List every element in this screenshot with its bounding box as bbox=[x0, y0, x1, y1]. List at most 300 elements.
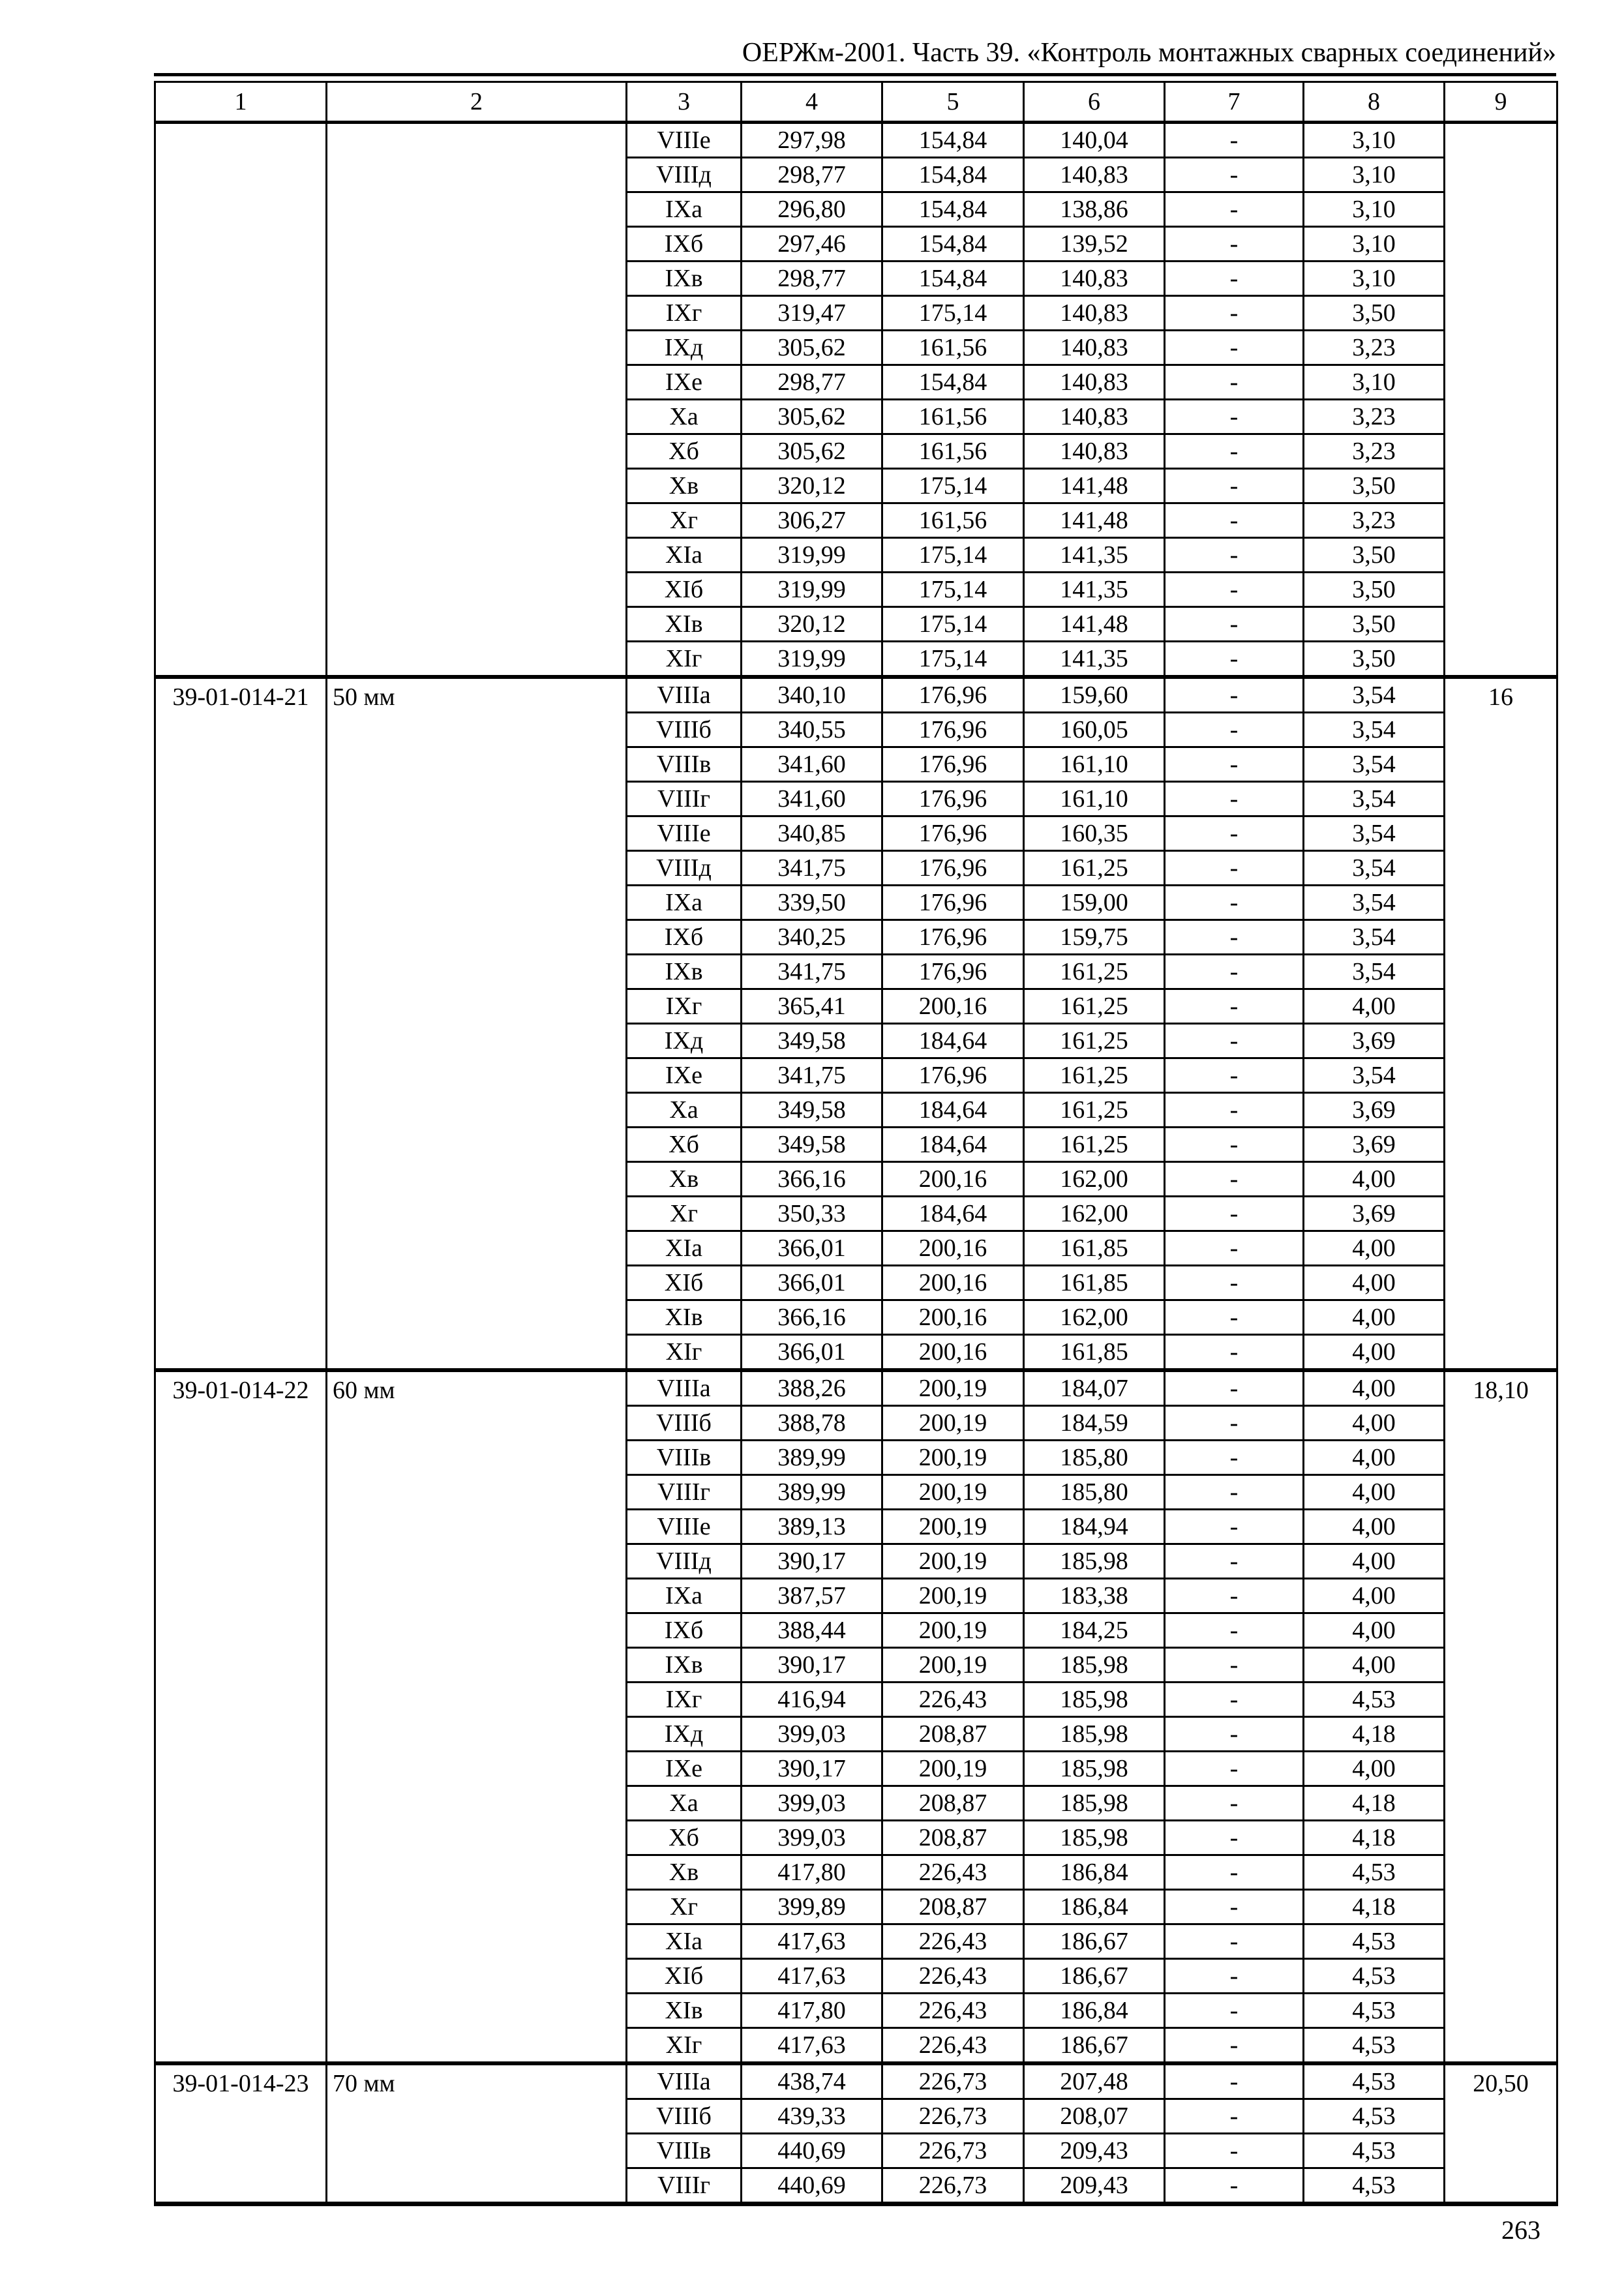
value-cell: 3,50 bbox=[1304, 573, 1445, 607]
value-cell: 175,14 bbox=[882, 642, 1024, 678]
value-cell: 349,58 bbox=[742, 1093, 882, 1128]
value-cell: 175,14 bbox=[882, 469, 1024, 503]
value-cell: 296,80 bbox=[742, 192, 882, 227]
value-cell: 141,35 bbox=[1024, 573, 1165, 607]
value-cell: 175,14 bbox=[882, 538, 1024, 573]
value-cell: 319,99 bbox=[742, 538, 882, 573]
value-cell: 3,54 bbox=[1304, 677, 1445, 713]
row-label-cell: VIIIа bbox=[627, 2063, 742, 2099]
value-cell: 3,54 bbox=[1304, 1058, 1445, 1093]
section-code-cell: 39-01-014-21 bbox=[155, 677, 327, 1370]
value-cell: 389,13 bbox=[742, 1510, 882, 1544]
row-label-cell: IXб bbox=[627, 1613, 742, 1648]
row-label-cell: XIв bbox=[627, 1300, 742, 1335]
value-cell: 162,00 bbox=[1024, 1162, 1165, 1197]
value-cell: 185,98 bbox=[1024, 1821, 1165, 1855]
column-number-row bbox=[155, 82, 1557, 123]
value-cell: 3,54 bbox=[1304, 747, 1445, 782]
value-cell: 3,23 bbox=[1304, 434, 1445, 469]
table-row bbox=[155, 677, 1557, 713]
value-cell: 159,00 bbox=[1024, 886, 1165, 920]
value-cell: 162,00 bbox=[1024, 1300, 1165, 1335]
value-cell: 319,99 bbox=[742, 573, 882, 607]
value-cell: 226,73 bbox=[882, 2134, 1024, 2168]
value-cell: 185,80 bbox=[1024, 1441, 1165, 1475]
value-cell: 161,56 bbox=[882, 434, 1024, 469]
value-cell: 184,64 bbox=[882, 1128, 1024, 1162]
value-cell: 141,48 bbox=[1024, 503, 1165, 538]
value-cell: 4,53 bbox=[1304, 2134, 1445, 2168]
value-cell: - bbox=[1165, 1406, 1304, 1441]
value-cell: 341,60 bbox=[742, 782, 882, 816]
section-size-cell bbox=[327, 123, 627, 678]
value-cell: 184,94 bbox=[1024, 1510, 1165, 1544]
value-cell: 185,98 bbox=[1024, 1683, 1165, 1717]
row-label-cell: IXг bbox=[627, 1683, 742, 1717]
value-cell: 185,98 bbox=[1024, 1544, 1165, 1579]
value-cell: - bbox=[1165, 1821, 1304, 1855]
header-rule bbox=[154, 73, 1556, 76]
value-cell: 417,80 bbox=[742, 1994, 882, 2028]
row-label-cell: VIIIг bbox=[627, 1475, 742, 1510]
value-cell: 176,96 bbox=[882, 920, 1024, 955]
value-cell: 416,94 bbox=[742, 1683, 882, 1717]
value-cell: 3,50 bbox=[1304, 296, 1445, 331]
value-cell: 186,84 bbox=[1024, 1890, 1165, 1924]
value-cell: 305,62 bbox=[742, 400, 882, 434]
value-cell: 3,10 bbox=[1304, 227, 1445, 262]
value-cell: 162,00 bbox=[1024, 1197, 1165, 1231]
value-cell: - bbox=[1165, 1300, 1304, 1335]
value-cell: 306,27 bbox=[742, 503, 882, 538]
value-cell: 417,63 bbox=[742, 2028, 882, 2064]
value-cell: 140,83 bbox=[1024, 400, 1165, 434]
value-cell: 440,69 bbox=[742, 2168, 882, 2204]
table-row bbox=[155, 1370, 1557, 1406]
row-label-cell: XIг bbox=[627, 642, 742, 678]
value-cell: 3,10 bbox=[1304, 123, 1445, 158]
value-cell: 161,56 bbox=[882, 331, 1024, 365]
value-cell: 176,96 bbox=[882, 747, 1024, 782]
section-quantity-cell: 18,10 bbox=[1445, 1370, 1557, 2063]
value-cell: 176,96 bbox=[882, 677, 1024, 713]
value-cell: 389,99 bbox=[742, 1475, 882, 1510]
value-cell: - bbox=[1165, 1231, 1304, 1266]
row-label-cell: XIг bbox=[627, 1335, 742, 1371]
value-cell: - bbox=[1165, 1855, 1304, 1890]
value-cell: 4,00 bbox=[1304, 1162, 1445, 1197]
value-cell: 200,19 bbox=[882, 1613, 1024, 1648]
value-cell: 140,83 bbox=[1024, 365, 1165, 400]
value-cell: 417,63 bbox=[742, 1959, 882, 1994]
column-header: 5 bbox=[882, 82, 1024, 123]
value-cell: 226,73 bbox=[882, 2099, 1024, 2134]
value-cell: 226,73 bbox=[882, 2063, 1024, 2099]
value-cell: 200,19 bbox=[882, 1544, 1024, 1579]
value-cell: - bbox=[1165, 955, 1304, 989]
row-label-cell: VIIIе bbox=[627, 123, 742, 158]
value-cell: 154,84 bbox=[882, 123, 1024, 158]
value-cell: - bbox=[1165, 1266, 1304, 1300]
section-code-cell: 39-01-014-22 bbox=[155, 1370, 327, 2063]
value-cell: 4,00 bbox=[1304, 1231, 1445, 1266]
value-cell: 3,69 bbox=[1304, 1024, 1445, 1058]
value-cell: 159,60 bbox=[1024, 677, 1165, 713]
value-cell: 366,16 bbox=[742, 1162, 882, 1197]
row-label-cell: IXб bbox=[627, 227, 742, 262]
value-cell: 4,53 bbox=[1304, 2168, 1445, 2204]
value-cell: 3,23 bbox=[1304, 331, 1445, 365]
value-cell: 3,54 bbox=[1304, 851, 1445, 886]
value-cell: 140,83 bbox=[1024, 434, 1165, 469]
row-label-cell: IXб bbox=[627, 920, 742, 955]
row-label-cell: VIIIг bbox=[627, 782, 742, 816]
value-cell: - bbox=[1165, 677, 1304, 713]
value-cell: 3,54 bbox=[1304, 713, 1445, 747]
value-cell: - bbox=[1165, 2134, 1304, 2168]
value-cell: 440,69 bbox=[742, 2134, 882, 2168]
value-cell: - bbox=[1165, 920, 1304, 955]
value-cell: 184,25 bbox=[1024, 1613, 1165, 1648]
value-cell: - bbox=[1165, 331, 1304, 365]
value-cell: 388,44 bbox=[742, 1613, 882, 1648]
value-cell: 140,83 bbox=[1024, 262, 1165, 296]
value-cell: 208,07 bbox=[1024, 2099, 1165, 2134]
value-cell: - bbox=[1165, 573, 1304, 607]
value-cell: - bbox=[1165, 1058, 1304, 1093]
value-cell: 366,01 bbox=[742, 1231, 882, 1266]
value-cell: - bbox=[1165, 642, 1304, 678]
value-cell: 340,25 bbox=[742, 920, 882, 955]
value-cell: 3,10 bbox=[1304, 192, 1445, 227]
value-cell: - bbox=[1165, 1370, 1304, 1406]
value-cell: 185,98 bbox=[1024, 1786, 1165, 1821]
value-cell: 184,64 bbox=[882, 1093, 1024, 1128]
value-cell: 399,03 bbox=[742, 1821, 882, 1855]
value-cell: 184,64 bbox=[882, 1197, 1024, 1231]
value-cell: - bbox=[1165, 1475, 1304, 1510]
column-header: 8 bbox=[1304, 82, 1445, 123]
row-label-cell: VIIIб bbox=[627, 1406, 742, 1441]
value-cell: - bbox=[1165, 1890, 1304, 1924]
value-cell: 138,86 bbox=[1024, 192, 1165, 227]
value-cell: 341,75 bbox=[742, 851, 882, 886]
table-body bbox=[155, 123, 1557, 2204]
value-cell: - bbox=[1165, 1128, 1304, 1162]
row-label-cell: Xг bbox=[627, 1890, 742, 1924]
value-cell: 3,54 bbox=[1304, 955, 1445, 989]
value-cell: - bbox=[1165, 1197, 1304, 1231]
row-label-cell: VIIIв bbox=[627, 2134, 742, 2168]
value-cell: 200,19 bbox=[882, 1579, 1024, 1613]
row-label-cell: IXв bbox=[627, 1648, 742, 1683]
value-cell: 3,10 bbox=[1304, 365, 1445, 400]
value-cell: 200,19 bbox=[882, 1648, 1024, 1683]
value-cell: 399,89 bbox=[742, 1890, 882, 1924]
row-label-cell: Xб bbox=[627, 1821, 742, 1855]
value-cell: 226,43 bbox=[882, 1855, 1024, 1890]
value-cell: 200,19 bbox=[882, 1406, 1024, 1441]
value-cell: 319,47 bbox=[742, 296, 882, 331]
value-cell: 297,46 bbox=[742, 227, 882, 262]
value-cell: 185,98 bbox=[1024, 1717, 1165, 1752]
table-header bbox=[155, 82, 1557, 123]
value-cell: 4,00 bbox=[1304, 1648, 1445, 1683]
value-cell: - bbox=[1165, 851, 1304, 886]
value-cell: 200,16 bbox=[882, 1231, 1024, 1266]
row-label-cell: IXг bbox=[627, 296, 742, 331]
column-header: 9 bbox=[1445, 82, 1557, 123]
row-label-cell: XIб bbox=[627, 1266, 742, 1300]
value-cell: 207,48 bbox=[1024, 2063, 1165, 2099]
value-cell: 4,00 bbox=[1304, 1300, 1445, 1335]
value-cell: 341,75 bbox=[742, 1058, 882, 1093]
value-cell: 390,17 bbox=[742, 1544, 882, 1579]
value-cell: 340,85 bbox=[742, 816, 882, 851]
value-cell: - bbox=[1165, 2168, 1304, 2204]
row-label-cell: VIIIб bbox=[627, 713, 742, 747]
column-header: 3 bbox=[627, 82, 742, 123]
section-quantity-cell bbox=[1445, 123, 1557, 678]
value-cell: 208,87 bbox=[882, 1717, 1024, 1752]
section-size-cell: 50 мм bbox=[327, 677, 627, 1370]
row-label-cell: XIа bbox=[627, 538, 742, 573]
value-cell: 175,14 bbox=[882, 607, 1024, 642]
value-cell: 208,87 bbox=[882, 1890, 1024, 1924]
value-cell: 176,96 bbox=[882, 955, 1024, 989]
value-cell: - bbox=[1165, 262, 1304, 296]
value-cell: 226,43 bbox=[882, 1924, 1024, 1959]
value-cell: 140,04 bbox=[1024, 123, 1165, 158]
value-cell: 319,99 bbox=[742, 642, 882, 678]
value-cell: 176,96 bbox=[882, 886, 1024, 920]
row-label-cell: Xа bbox=[627, 1093, 742, 1128]
value-cell: 161,56 bbox=[882, 400, 1024, 434]
value-cell: 226,73 bbox=[882, 2168, 1024, 2204]
row-label-cell: VIIIд bbox=[627, 1544, 742, 1579]
value-cell: - bbox=[1165, 1544, 1304, 1579]
value-cell: 3,69 bbox=[1304, 1093, 1445, 1128]
value-cell: 161,85 bbox=[1024, 1231, 1165, 1266]
value-cell: 298,77 bbox=[742, 158, 882, 192]
value-cell: - bbox=[1165, 1924, 1304, 1959]
value-cell: 154,84 bbox=[882, 227, 1024, 262]
value-cell: 186,84 bbox=[1024, 1994, 1165, 2028]
value-cell: 184,59 bbox=[1024, 1406, 1165, 1441]
value-cell: 141,35 bbox=[1024, 538, 1165, 573]
value-cell: - bbox=[1165, 2028, 1304, 2064]
value-cell: 366,01 bbox=[742, 1266, 882, 1300]
value-cell: 3,50 bbox=[1304, 538, 1445, 573]
value-cell: - bbox=[1165, 713, 1304, 747]
row-label-cell: VIIIа bbox=[627, 677, 742, 713]
value-cell: 3,50 bbox=[1304, 469, 1445, 503]
column-header: 7 bbox=[1165, 82, 1304, 123]
value-cell: 186,67 bbox=[1024, 1924, 1165, 1959]
value-cell: - bbox=[1165, 1093, 1304, 1128]
value-cell: - bbox=[1165, 1648, 1304, 1683]
value-cell: - bbox=[1165, 2099, 1304, 2134]
value-cell: 154,84 bbox=[882, 192, 1024, 227]
value-cell: 3,69 bbox=[1304, 1197, 1445, 1231]
value-cell: 4,00 bbox=[1304, 1579, 1445, 1613]
value-cell: - bbox=[1165, 1959, 1304, 1994]
row-label-cell: Xг bbox=[627, 1197, 742, 1231]
value-cell: 3,10 bbox=[1304, 158, 1445, 192]
value-cell: 4,53 bbox=[1304, 2028, 1445, 2064]
value-cell: 350,33 bbox=[742, 1197, 882, 1231]
value-cell: 4,00 bbox=[1304, 1752, 1445, 1786]
value-cell: - bbox=[1165, 816, 1304, 851]
value-cell: 305,62 bbox=[742, 331, 882, 365]
row-label-cell: XIб bbox=[627, 573, 742, 607]
value-cell: - bbox=[1165, 1613, 1304, 1648]
value-cell: 140,83 bbox=[1024, 296, 1165, 331]
value-cell: 4,00 bbox=[1304, 1510, 1445, 1544]
value-cell: 160,05 bbox=[1024, 713, 1165, 747]
row-label-cell: IXа bbox=[627, 192, 742, 227]
table-row bbox=[155, 2063, 1557, 2099]
value-cell: - bbox=[1165, 886, 1304, 920]
row-label-cell: XIб bbox=[627, 1959, 742, 1994]
value-cell: 161,10 bbox=[1024, 747, 1165, 782]
value-cell: 140,83 bbox=[1024, 331, 1165, 365]
row-label-cell: VIIIе bbox=[627, 1510, 742, 1544]
value-cell: 186,67 bbox=[1024, 1959, 1165, 1994]
value-cell: 175,14 bbox=[882, 573, 1024, 607]
value-cell: 185,80 bbox=[1024, 1475, 1165, 1510]
section-quantity-cell: 16 bbox=[1445, 677, 1557, 1370]
value-cell: 390,17 bbox=[742, 1752, 882, 1786]
value-cell: 226,43 bbox=[882, 1683, 1024, 1717]
value-cell: - bbox=[1165, 1579, 1304, 1613]
value-cell: 208,87 bbox=[882, 1821, 1024, 1855]
value-cell: 200,16 bbox=[882, 1300, 1024, 1335]
value-cell: 185,98 bbox=[1024, 1648, 1165, 1683]
row-label-cell: VIIIд bbox=[627, 158, 742, 192]
value-cell: 200,19 bbox=[882, 1370, 1024, 1406]
row-label-cell: XIг bbox=[627, 2028, 742, 2064]
value-cell: 161,56 bbox=[882, 503, 1024, 538]
value-cell: - bbox=[1165, 1717, 1304, 1752]
row-label-cell: IXе bbox=[627, 1058, 742, 1093]
row-label-cell: IXв bbox=[627, 262, 742, 296]
value-cell: 4,00 bbox=[1304, 1544, 1445, 1579]
value-cell: 141,35 bbox=[1024, 642, 1165, 678]
value-cell: 366,16 bbox=[742, 1300, 882, 1335]
row-label-cell: Xа bbox=[627, 400, 742, 434]
value-cell: 161,25 bbox=[1024, 851, 1165, 886]
value-cell: 183,38 bbox=[1024, 1579, 1165, 1613]
value-cell: 186,84 bbox=[1024, 1855, 1165, 1890]
value-cell: 341,75 bbox=[742, 955, 882, 989]
value-cell: 417,80 bbox=[742, 1855, 882, 1890]
value-cell: 4,18 bbox=[1304, 1717, 1445, 1752]
value-cell: 185,98 bbox=[1024, 1752, 1165, 1786]
row-label-cell: IXа bbox=[627, 886, 742, 920]
value-cell: 176,96 bbox=[882, 782, 1024, 816]
row-label-cell: IXд bbox=[627, 331, 742, 365]
row-label-cell: VIIIе bbox=[627, 816, 742, 851]
value-cell: 161,85 bbox=[1024, 1335, 1165, 1371]
value-cell: 417,63 bbox=[742, 1924, 882, 1959]
value-cell: 184,07 bbox=[1024, 1370, 1165, 1406]
value-cell: 3,54 bbox=[1304, 920, 1445, 955]
value-cell: 200,19 bbox=[882, 1752, 1024, 1786]
value-cell: - bbox=[1165, 1441, 1304, 1475]
value-cell: 154,84 bbox=[882, 365, 1024, 400]
value-cell: 3,54 bbox=[1304, 886, 1445, 920]
value-cell: 388,78 bbox=[742, 1406, 882, 1441]
value-cell: 388,26 bbox=[742, 1370, 882, 1406]
value-cell: 4,00 bbox=[1304, 1475, 1445, 1510]
value-cell: - bbox=[1165, 400, 1304, 434]
value-cell: 389,99 bbox=[742, 1441, 882, 1475]
value-cell: - bbox=[1165, 782, 1304, 816]
section-code-cell bbox=[155, 123, 327, 678]
row-label-cell: IXг bbox=[627, 989, 742, 1024]
value-cell: 4,53 bbox=[1304, 2063, 1445, 2099]
column-header: 6 bbox=[1024, 82, 1165, 123]
value-cell: 176,96 bbox=[882, 851, 1024, 886]
value-cell: - bbox=[1165, 123, 1304, 158]
value-cell: 387,57 bbox=[742, 1579, 882, 1613]
row-label-cell: IXв bbox=[627, 955, 742, 989]
value-cell: 200,16 bbox=[882, 989, 1024, 1024]
row-label-cell: VIIIб bbox=[627, 2099, 742, 2134]
value-cell: 4,18 bbox=[1304, 1821, 1445, 1855]
value-cell: 154,84 bbox=[882, 158, 1024, 192]
value-cell: 200,16 bbox=[882, 1162, 1024, 1197]
value-cell: - bbox=[1165, 1335, 1304, 1371]
value-cell: 4,53 bbox=[1304, 1924, 1445, 1959]
row-label-cell: XIв bbox=[627, 607, 742, 642]
estimates-table bbox=[154, 81, 1558, 2206]
row-label-cell: Xб bbox=[627, 434, 742, 469]
value-cell: 186,67 bbox=[1024, 2028, 1165, 2064]
row-label-cell: Xа bbox=[627, 1786, 742, 1821]
value-cell: 341,60 bbox=[742, 747, 882, 782]
value-cell: 4,53 bbox=[1304, 1959, 1445, 1994]
row-label-cell: Xб bbox=[627, 1128, 742, 1162]
value-cell: 340,10 bbox=[742, 677, 882, 713]
value-cell: 4,00 bbox=[1304, 1335, 1445, 1371]
value-cell: 200,19 bbox=[882, 1510, 1024, 1544]
value-cell: 390,17 bbox=[742, 1648, 882, 1683]
value-cell: 160,35 bbox=[1024, 816, 1165, 851]
value-cell: 399,03 bbox=[742, 1786, 882, 1821]
value-cell: - bbox=[1165, 296, 1304, 331]
value-cell: 200,19 bbox=[882, 1475, 1024, 1510]
value-cell: - bbox=[1165, 747, 1304, 782]
row-label-cell: XIа bbox=[627, 1924, 742, 1959]
value-cell: 320,12 bbox=[742, 469, 882, 503]
column-header: 1 bbox=[155, 82, 327, 123]
row-label-cell: Xв bbox=[627, 469, 742, 503]
value-cell: 298,77 bbox=[742, 262, 882, 296]
value-cell: 200,16 bbox=[882, 1335, 1024, 1371]
row-label-cell: XIв bbox=[627, 1994, 742, 2028]
row-label-cell: VIIIв bbox=[627, 1441, 742, 1475]
value-cell: 176,96 bbox=[882, 713, 1024, 747]
value-cell: - bbox=[1165, 1024, 1304, 1058]
value-cell: 298,77 bbox=[742, 365, 882, 400]
value-cell: 399,03 bbox=[742, 1717, 882, 1752]
value-cell: 3,50 bbox=[1304, 642, 1445, 678]
value-cell: - bbox=[1165, 607, 1304, 642]
value-cell: 3,54 bbox=[1304, 816, 1445, 851]
row-label-cell: Xв bbox=[627, 1855, 742, 1890]
